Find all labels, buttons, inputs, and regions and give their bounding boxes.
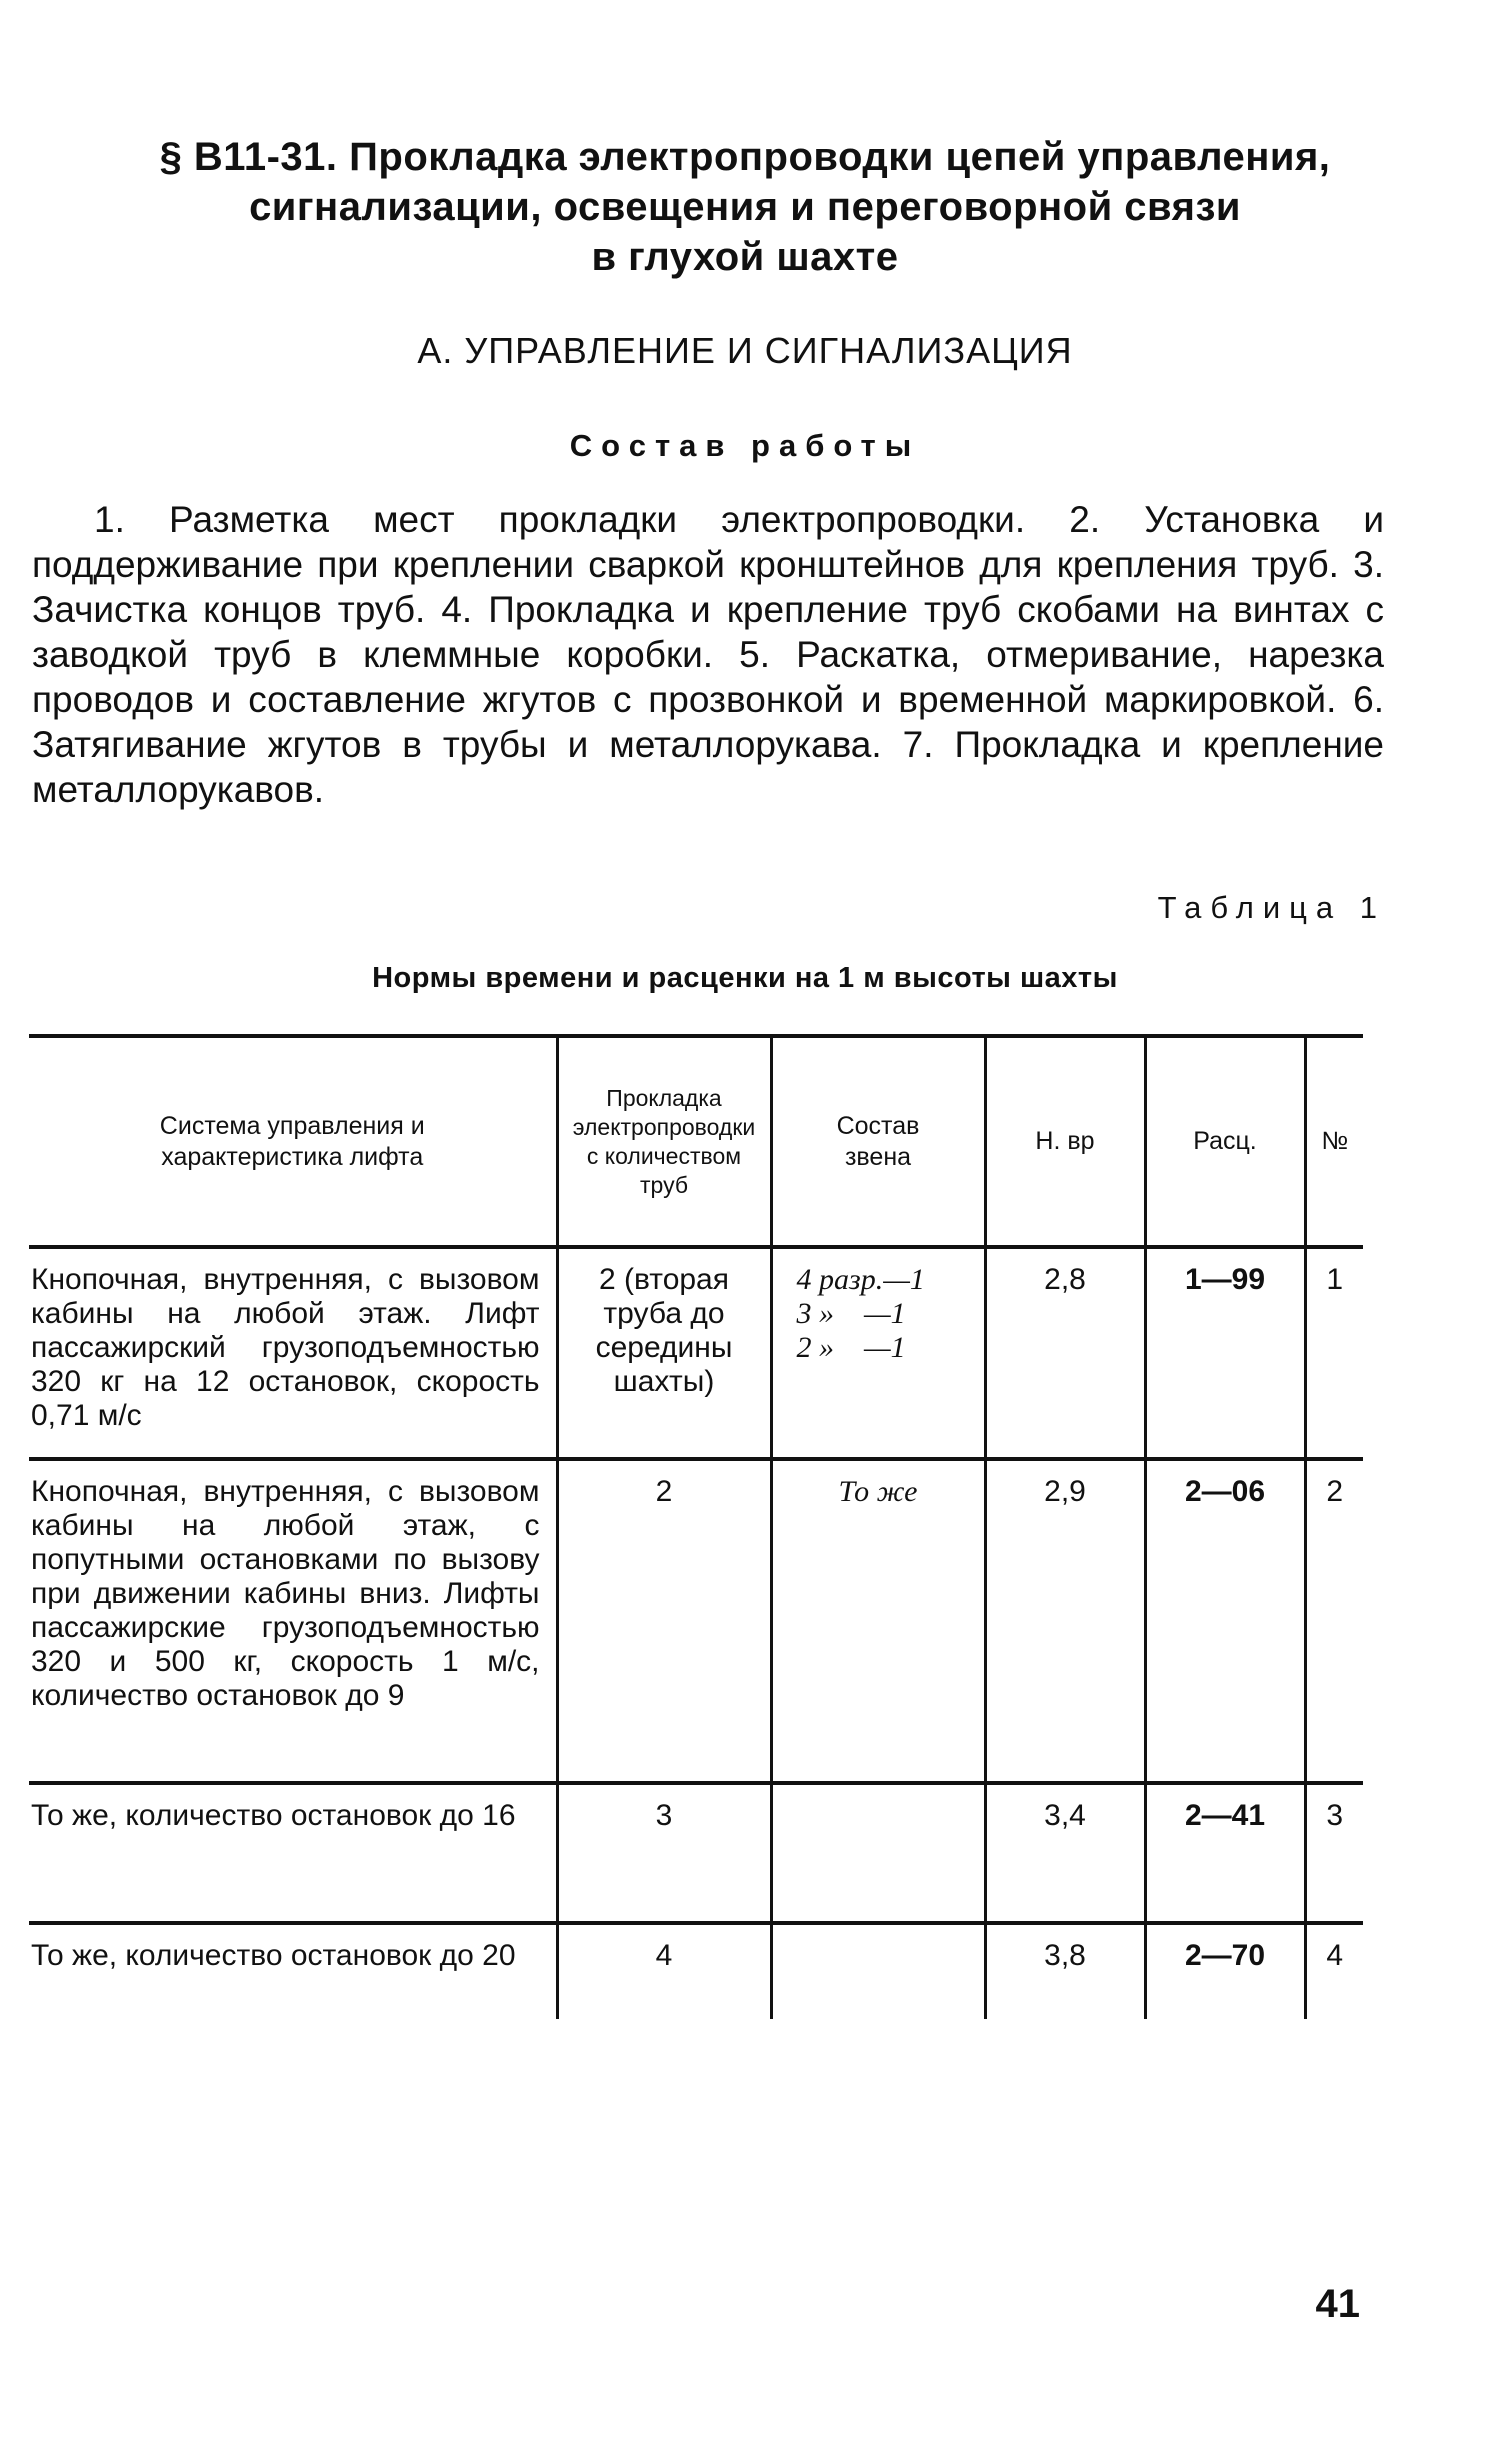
table-row (29, 1459, 1363, 1783)
norms-table (29, 1034, 1363, 2019)
row-3-crew (771, 1783, 985, 1923)
row-2-system: Кнопочная, внутренняя, с вызовом кабины на любой этаж, с попутными остановками по вызову при движении кабины вниз. Лифты пассажирские грузоподъемностью 320 и 500 кг, скорость 1 м/с, количество остановок до 9 (29, 1459, 557, 1783)
section-heading-line-2: сигнализации, освещения и переговорной связи (249, 185, 1241, 229)
header-time: Н. вр (985, 1036, 1145, 1247)
row-1-pipes: 2 (вторая труба до середины шахты) (557, 1247, 771, 1459)
row-3-time: 3,4 (985, 1783, 1145, 1923)
row-3-num: 3 (1305, 1783, 1363, 1923)
row-4-time: 3,8 (985, 1923, 1145, 2019)
row-1-crew (771, 1247, 985, 1459)
page-number: 41 (1315, 2282, 1360, 2326)
header-rate: Расц. (1145, 1036, 1305, 1247)
row-2-rate: 2—06 (1145, 1459, 1305, 1783)
row-4-num: 4 (1305, 1923, 1363, 2019)
row-1-num: 1 (1305, 1247, 1363, 1459)
row-1-crew-line-3: 2 » —1 (796, 1331, 906, 1364)
table-row (29, 1247, 1363, 1459)
table-row (29, 1783, 1363, 1923)
row-1-crew-line-2: 3 » —1 (796, 1297, 906, 1330)
row-2-crew: То же (771, 1459, 985, 1783)
row-1-time: 2,8 (985, 1247, 1145, 1459)
section-heading-line-1: § В11-31. Прокладка электропроводки цепей управления, (159, 135, 1331, 179)
row-2-pipes: 2 (557, 1459, 771, 1783)
work-composition-text: 1. Разметка мест прокладки электропроводки. 2. Установка и поддерживание при креплении сваркой кронштейнов для крепления труб. 3. Зачистка концов труб. 4. Прокладка и крепление труб скобами на винтах с заводкой труб в клеммные коробки. 5. Раскатка, отмеривание, нарезка проводов и составление жгутов с прозвонкой и временной маркировкой. 6. Затягивание жгутов в трубы и металлорукава. 7. Прокладка и крепление металлорукавов. (32, 499, 1384, 810)
row-2-num: 2 (1305, 1459, 1363, 1783)
row-4-crew (771, 1923, 985, 2019)
table-caption: Нормы времени и расценки на 1 м высоты шахты (372, 962, 1118, 994)
table-header-row (29, 1036, 1363, 1247)
row-3-system: То же, количество остановок до 16 (29, 1783, 557, 1923)
header-num: № (1305, 1036, 1363, 1247)
work-composition-title: Состав работы (569, 428, 921, 463)
table-number: Таблица 1 (1157, 890, 1386, 925)
subsection-title: А. УПРАВЛЕНИЕ И СИГНАЛИЗАЦИЯ (417, 330, 1073, 371)
header-pipes: Прокладка электропроводки с количеством труб (557, 1036, 771, 1247)
row-1-rate: 1—99 (1145, 1247, 1305, 1459)
row-1-system: Кнопочная, внутренняя, с вызовом кабины на любой этаж. Лифт пассажирский грузоподъемностью 320 кг на 12 остановок, скорость 0,71 м/с (31, 1263, 540, 1432)
row-3-rate: 2—41 (1145, 1783, 1305, 1923)
row-1-crew-line-1: 4 разр.—1 (796, 1263, 925, 1296)
header-crew: Состав звена (771, 1036, 985, 1247)
section-heading-line-3: в глухой шахте (591, 235, 899, 279)
header-system: Система управления и характеристика лифта (29, 1036, 557, 1247)
row-4-pipes: 4 (557, 1923, 771, 2019)
row-4-system: То же, количество остановок до 20 (29, 1923, 557, 2019)
row-3-pipes: 3 (557, 1783, 771, 1923)
row-2-time: 2,9 (985, 1459, 1145, 1783)
row-4-rate: 2—70 (1145, 1923, 1305, 2019)
section-heading (60, 132, 1430, 282)
table-row (29, 1923, 1363, 2019)
